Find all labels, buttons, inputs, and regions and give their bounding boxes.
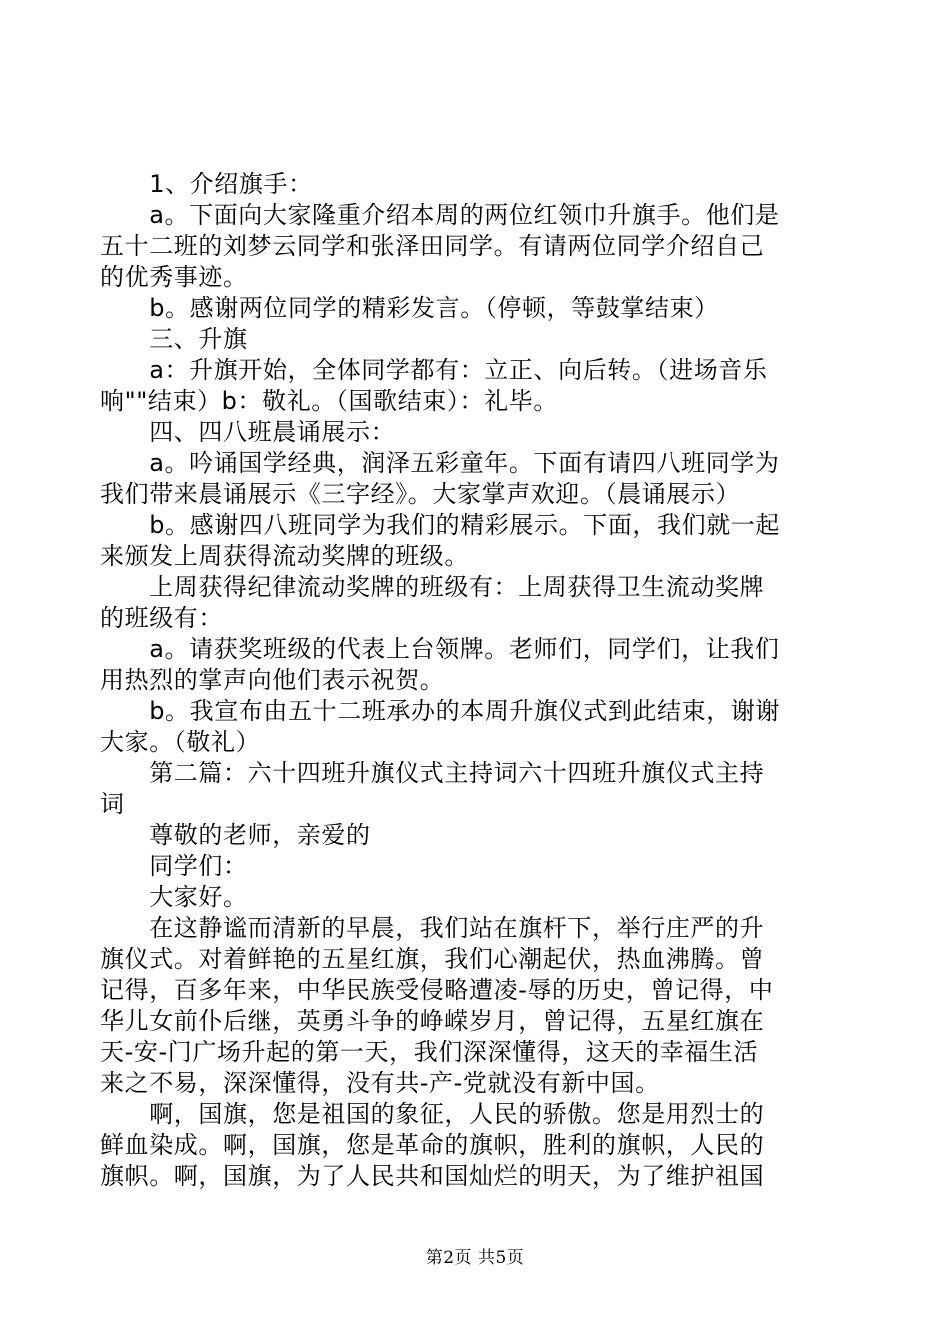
text-line: 大家。（敬礼） — [100, 728, 261, 756]
text-line: 天-安-门广场升起的第一天，我们深深懂得，这天的幸福生活 — [100, 1038, 759, 1066]
text-line: b。感谢四八班同学为我们的精彩展示。下面，我们就一起 — [100, 511, 781, 539]
text-line: 响""结束）b：敬礼。（国歌结束）：礼毕。 — [100, 387, 558, 415]
text-line: 来颁发上周获得流动奖牌的班级。 — [100, 542, 469, 570]
text-line: a。下面向大家隆重介绍本周的两位红领巾升旗手。他们是 — [100, 201, 780, 229]
text-line: 五十二班的刘梦云同学和张泽田同学。有请两位同学介绍自己 — [100, 232, 765, 260]
text-line: 四、四八班晨诵展示： — [100, 418, 396, 446]
text-line: b。我宣布由五十二班承办的本周升旗仪式到此结束，谢谢 — [100, 697, 781, 725]
text-line: 的班级有： — [100, 604, 223, 632]
text-line: 上周获得纪律流动奖牌的班级有：上周获得卫生流动奖牌 — [100, 573, 765, 601]
text-line: 用热烈的掌声向他们表示祝贺。 — [100, 666, 445, 694]
text-line: 1、介绍旗手： — [100, 170, 313, 198]
text-line: 在这静谧而清新的早晨，我们站在旗杆下，举行庄严的升 — [100, 914, 765, 942]
text-line: 三、升旗 — [100, 325, 248, 353]
text-line: 尊敬的老师，亲爱的 — [100, 821, 371, 849]
text-line: 我们带来晨诵展示《三字经》。大家掌声欢迎。（晨诵展示） — [100, 480, 741, 508]
text-line: 的优秀事迹。 — [100, 263, 248, 291]
text-line: 记得，百多年来，中华民族受侵略遭凌-辱的历史，曾记得，中 — [100, 976, 774, 1004]
text-line: 旗帜。啊，国旗，为了人民共和国灿烂的明天，为了维护祖国 — [100, 1162, 765, 1190]
document-body — [100, 169, 835, 1192]
text-line: 来之不易，深深懂得，没有共-产-党就没有新中国。 — [100, 1069, 660, 1097]
text-line: 鲜血染成。啊，国旗，您是革命的旗帜，胜利的旗帜，人民的 — [100, 1131, 765, 1159]
page-footer: 第2页 共5页 — [425, 1248, 525, 1268]
text-line: 旗仪式。对着鲜艳的五星红旗，我们心潮起伏，热血沸腾。曾 — [100, 945, 765, 973]
text-line: b。感谢两位同学的精彩发言。（停顿，等鼓掌结束） — [100, 294, 719, 322]
text-line: 第二篇：六十四班升旗仪式主持词六十四班升旗仪式主持 — [100, 759, 765, 787]
text-line: 华儿女前仆后继，英勇斗争的峥嵘岁月，曾记得，五星红旗在 — [100, 1007, 765, 1035]
text-line: 大家好。 — [100, 883, 248, 911]
text-line: 啊，国旗，您是祖国的象征，人民的骄傲。您是用烈士的 — [100, 1100, 765, 1128]
text-line: a。吟诵国学经典，润泽五彩童年。下面有请四八班同学为 — [100, 449, 780, 477]
text-line: 词 — [100, 790, 125, 818]
text-line: a。请获奖班级的代表上台领牌。老师们，同学们，让我们 — [100, 635, 780, 663]
text-line: a：升旗开始，全体同学都有：立正、向后转。（进场音乐 — [100, 356, 768, 384]
text-line: 同学们： — [100, 852, 248, 880]
